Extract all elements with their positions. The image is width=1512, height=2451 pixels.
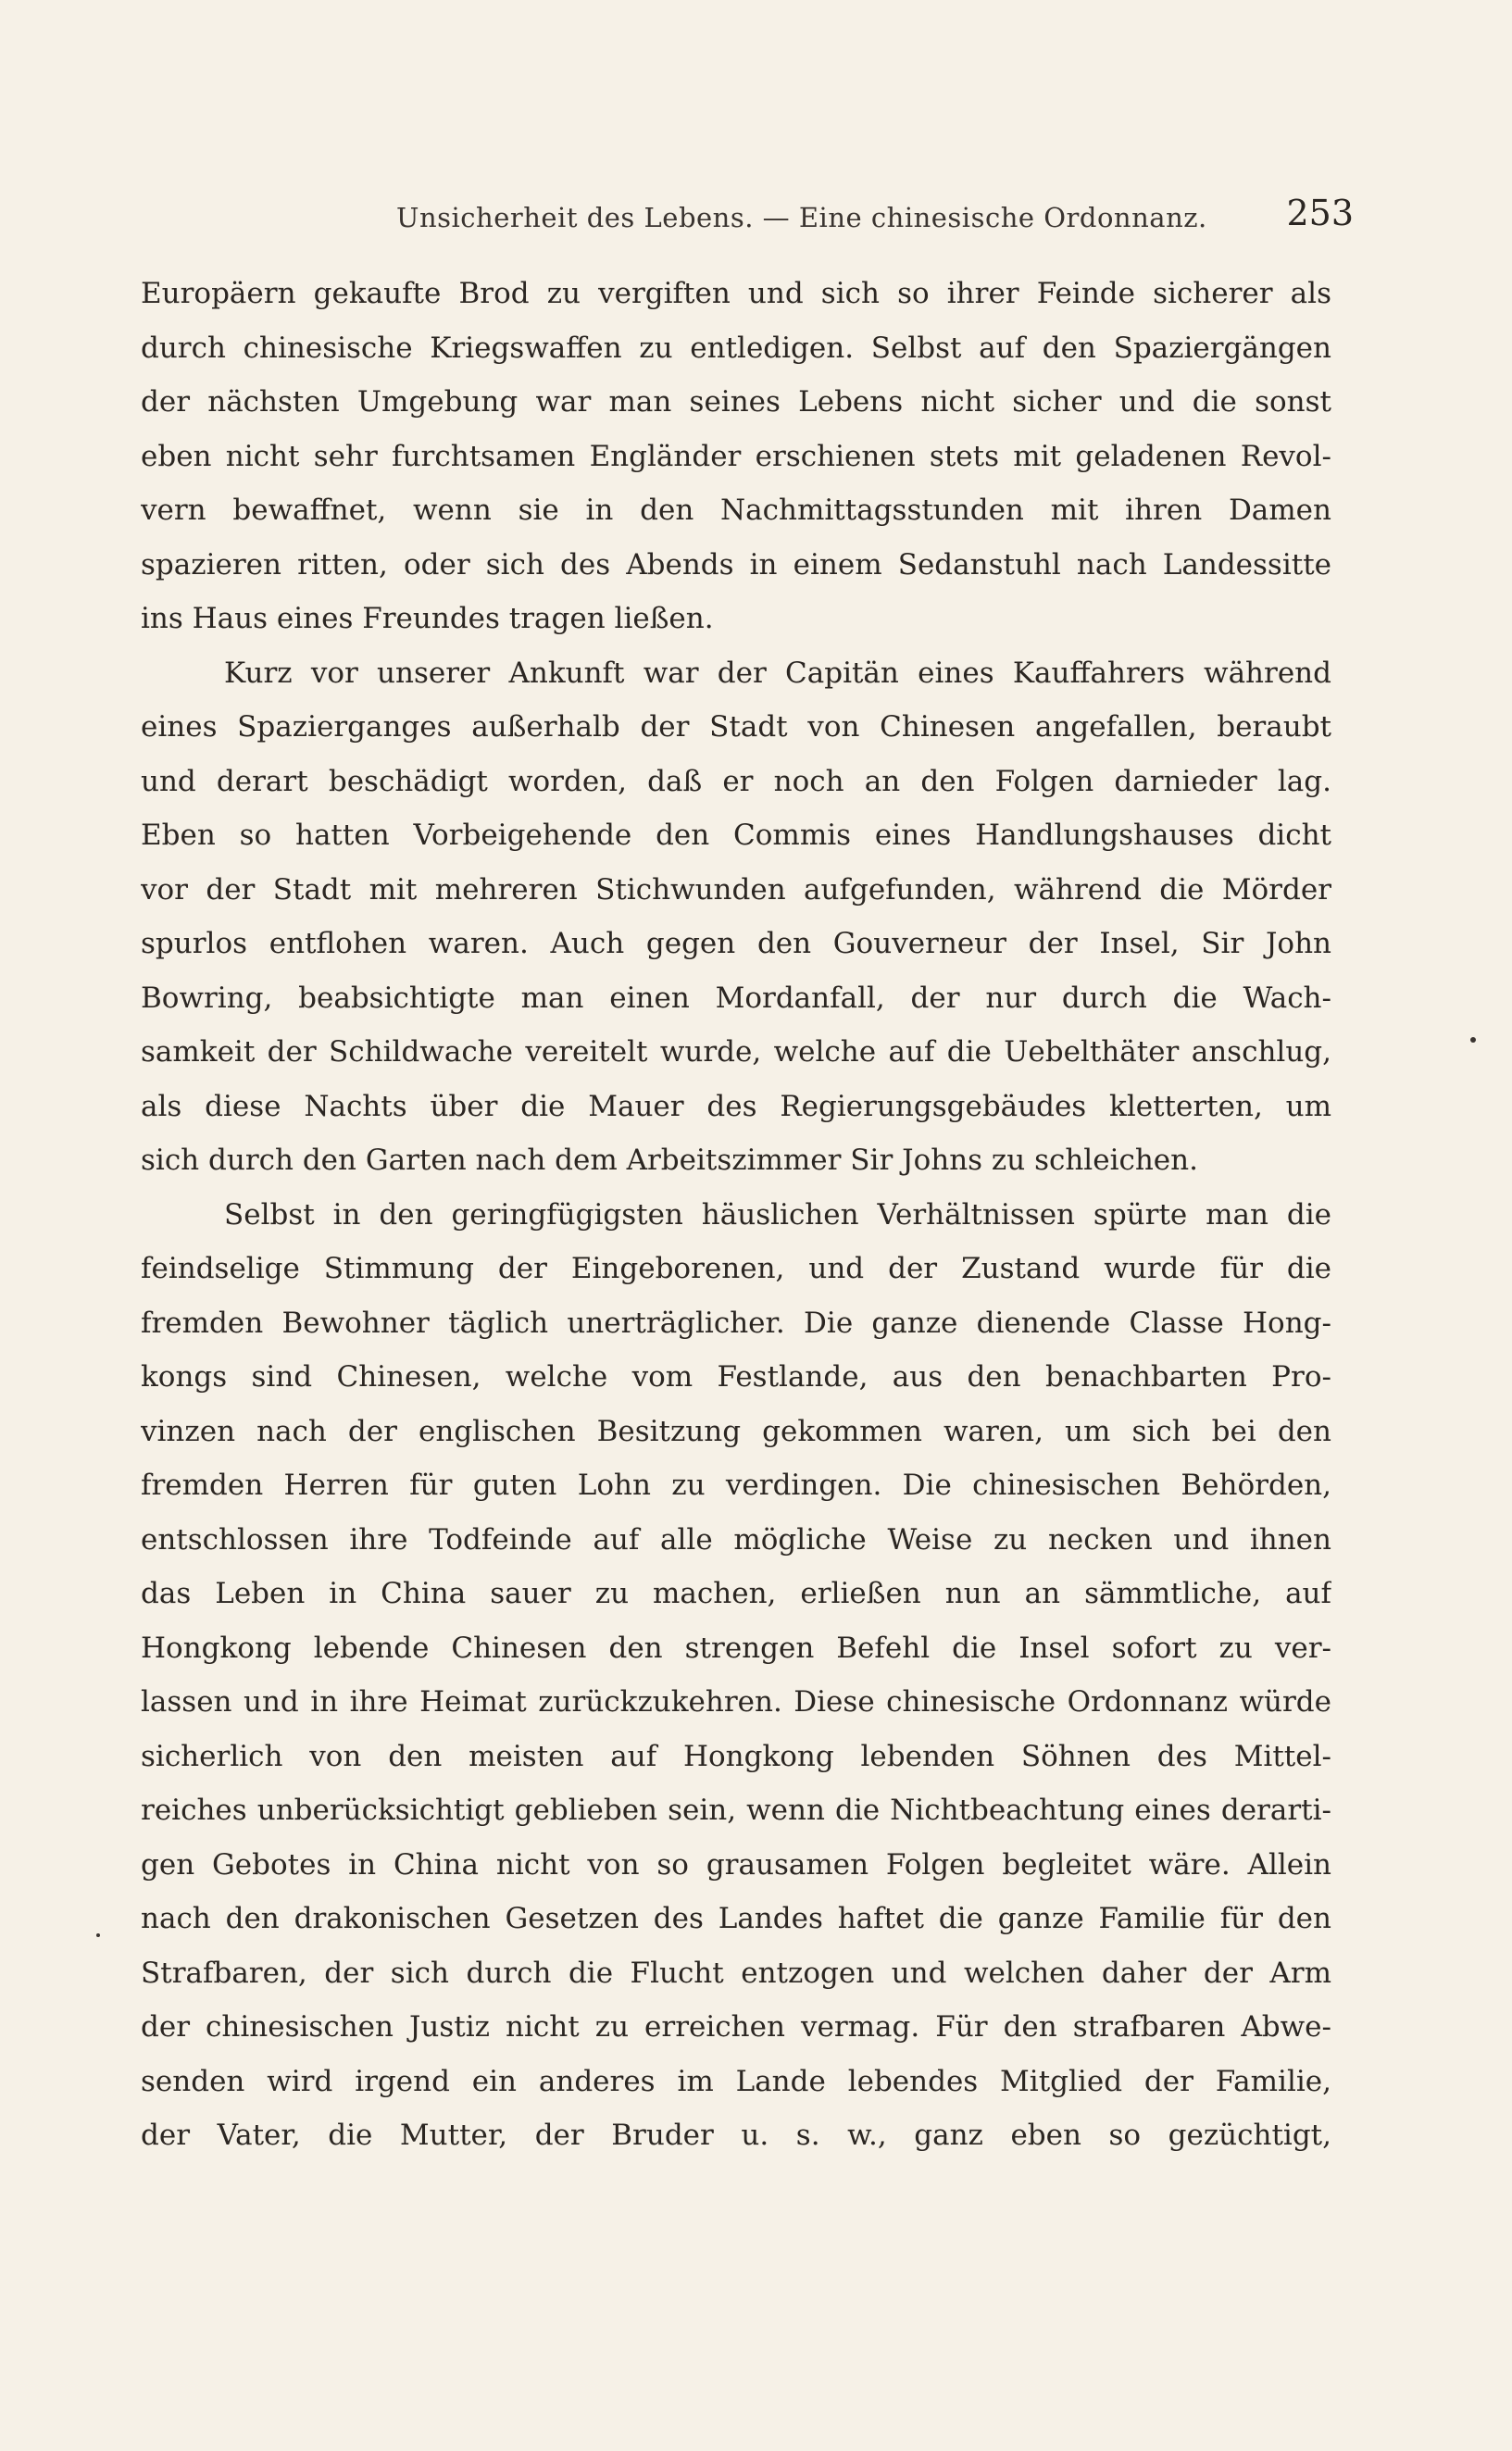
text-line: eines Spazierganges außerhalb der Stadt von Chinesen angefallen, beraubt — [141, 710, 1331, 744]
page-number: 253 — [1286, 193, 1354, 233]
text-line: vor der Stadt mit mehreren Stichwunden aufgefunden, während die Mörder — [141, 872, 1331, 907]
text-line: Hongkong lebende Chinesen den strengen Befehl die Insel sofort zu ver- — [141, 1631, 1331, 1665]
text-line: spazieren ritten, oder sich des Abends in einem Sedanstuhl nach Landessitte — [141, 547, 1331, 581]
text-line: durch chinesische Kriegswaffen zu entledigen. Selbst auf den Spaziergängen — [141, 331, 1331, 365]
text-line: spurlos entflohen waren. Auch gegen den Gouverneur der Insel, Sir John — [141, 927, 1331, 960]
text-line: fremden Bewohner täglich unerträglicher. Die ganze dienende Classe Hong- — [141, 1306, 1331, 1340]
paper-speck — [96, 1933, 100, 1937]
text-line: reiches unberücksichtigt geblieben sein, wenn die Nichtbeachtung eines derarti- — [141, 1794, 1331, 1827]
text-line: feindselige Stimmung der Eingeborenen, und der Zustand wurde für die — [141, 1252, 1331, 1285]
text-line: Strafbaren, der sich durch die Flucht entzogen und welchen daher der Arm — [141, 1956, 1331, 1990]
text-line: das Leben in China sauer zu machen, erließen nun an sämmtliche, auf — [141, 1577, 1331, 1610]
text-line: fremden Herren für guten Lohn zu verdingen. Die chinesischen Behörden, — [141, 1469, 1331, 1502]
text-line: sicherlich von den meisten auf Hongkong lebenden Söhnen des Mittel- — [141, 1739, 1331, 1773]
text-line: sich durch den Garten nach dem Arbeitszimmer Sir Johns zu schleichen. — [141, 1144, 1198, 1177]
running-head: Unsicherheit des Lebens. — Eine chinesische Ordonnanz. — [396, 202, 1207, 233]
text-line: vinzen nach der englischen Besitzung gekommen waren, um sich bei den — [141, 1414, 1331, 1448]
text-line: samkeit der Schildwache vereitelt wurde, welche auf die Uebelthäter anschlug, — [141, 1035, 1331, 1069]
text-line: ins Haus eines Freundes tragen ließen. — [141, 602, 714, 635]
text-line: entschlossen ihre Todfeinde auf alle mögliche Weise zu necken und ihnen — [141, 1522, 1331, 1557]
text-line: vern bewaffnet, wenn sie in den Nachmittagsstunden mit ihren Damen — [141, 494, 1331, 527]
text-line: der chinesischen Justiz nicht zu erreichen vermag. Für den strafbaren Abwe- — [141, 2010, 1331, 2044]
text-line: Eben so hatten Vorbeigehende den Commis eines Handlungshauses dicht — [141, 819, 1331, 852]
text-line: als diese Nachts über die Mauer des Regierungsgebäudes kletterten, um — [141, 1089, 1331, 1123]
text-line: der Vater, die Mutter, der Bruder u. s. w., ganz eben so gezüchtigt, — [141, 2119, 1331, 2152]
text-line: senden wird irgend ein anderes im Lande lebendes Mitglied der Familie, — [141, 2064, 1331, 2098]
text-line: nach den drakonischen Gesetzen des Landes haftet die ganze Familie für den — [141, 1902, 1331, 1935]
text-line: eben nicht sehr furchtsamen Engländer erschienen stets mit geladenen Revol- — [141, 439, 1331, 473]
text-line: Kurz vor unserer Ankunft war der Capitän eines Kauffahrers während — [224, 656, 1331, 690]
text-line: gen Gebotes in China nicht von so grausamen Folgen begleitet wäre. Allein — [141, 1847, 1331, 1882]
text-line: Europäern gekaufte Brod zu vergiften und sich so ihrer Feinde sicherer als — [141, 277, 1331, 310]
text-line: und derart beschädigt worden, daß er noch an den Folgen darnieder lag. — [141, 764, 1331, 798]
text-line: Selbst in den geringfügigsten häuslichen Verhältnissen spürte man die — [224, 1197, 1331, 1232]
text-line: der nächsten Umgebung war man seines Lebens nicht sicher und die sonst — [141, 385, 1331, 419]
body-text — [141, 267, 1331, 2163]
text-line: Bowring, beabsichtigte man einen Mordanfall, der nur durch die Wach- — [141, 981, 1331, 1015]
paper-speck — [1470, 1037, 1476, 1043]
text-line: kongs sind Chinesen, welche vom Festlande, aus den benachbarten Pro- — [141, 1360, 1331, 1394]
text-line: lassen und in ihre Heimat zurückzukehren. Diese chinesische Ordonnanz würde — [141, 1685, 1331, 1719]
